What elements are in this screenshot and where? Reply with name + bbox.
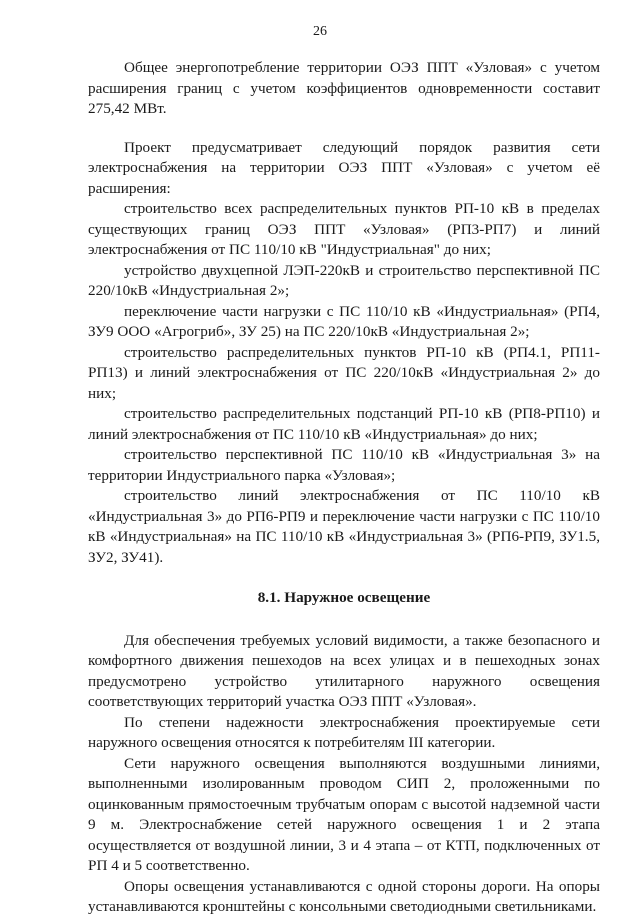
list-item: строительство перспективной ПС 110/10 кВ «Индустриальная 3» на территории Индустриального парка «Узловая»; xyxy=(88,446,600,484)
list-item: переключение части нагрузки с ПС 110/10 кВ «Индустриальная» (РП4, ЗУ9 ООО «Агрогриб», ЗУ 25) на ПС 220/10кВ «Индустриальная 2»; xyxy=(88,302,600,340)
list-item: устройство двухцепной ЛЭП-220кВ и строительство перспективной ПС 220/10кВ «Индустриальная 2»; xyxy=(88,261,600,299)
list-item: строительство распределительных пунктов РП-10 кВ (РП4.1, РП11-РП13) и линий электроснабжения от ПС 220/10кВ «Индустриальная 2» до них; xyxy=(88,343,600,402)
paragraph-energy-consumption: Общее энергопотребление территории ОЭЗ ППТ «Узловая» с учетом расширения границ с учетом коэффициентов одновременности составит 275,42 МВт. xyxy=(88,59,600,117)
paragraph-development-order: Проект предусматривает следующий порядок развития сети электроснабжения на территории ОЭЗ ППТ «Узловая» с учетом её расширения: xyxy=(88,138,600,197)
paragraph-visibility: Для обеспечения требуемых условий видимости, а также безопасного и комфортного движения пешеходов на всех улицах и в пешеходных зонах предусмотрено устройство утилитарного наружного освещения соответствующих территорий участка ОЭЗ ППТ «Узловая». xyxy=(88,631,600,710)
paragraph-reliability: По степени надежности электроснабжения проектируемые сети наружного освещения относятся к потребителям III категории. xyxy=(88,713,600,751)
development-steps-list xyxy=(88,199,600,568)
paragraph-gap xyxy=(88,120,600,138)
paragraph-poles: Опоры освещения устанавливаются с одной стороны дороги. На опоры устанавливаются кронштейны с консольными светодиодными светильниками. xyxy=(88,877,600,915)
section-heading: 8.1. Наружное освещение xyxy=(257,589,431,606)
list-item: строительство линий электроснабжения от ПС 110/10 кВ «Индустриальная 3» до РП6-РП9 и переключение части нагрузки с ПС 110/10 кВ «Индустриальная» на ПС 110/10 кВ «Индустриальная 3» (РП6-РП9, ЗУ1.5, ЗУ2, ЗУ41). xyxy=(88,487,600,566)
list-item: строительство всех распределительных пунктов РП-10 кВ в пределах существующих границ ОЭЗ ППТ «Узловая» (РП3-РП7) и линий электроснабжения от ПС 110/10 кВ "Индустриальная" до них; xyxy=(88,200,600,258)
paragraph-networks: Сети наружного освещения выполняются воздушными линиями, выполненными изолированным проводом СИП 2, проложенными по оцинкованным прямостоечным трубчатым опорам с высотой надземной части 9 м. Электроснабжение сетей наружного освещения 1 и 2 этапа осуществляется от воздушной линии, 3 и 4 этапа – от КТП, подключенных от РП 4 и 5 соответственно. xyxy=(88,754,600,874)
page-number: 26 xyxy=(313,24,327,39)
document-body xyxy=(88,58,600,918)
list-item: строительство распределительных подстанций РП-10 кВ (РП8-РП10) и линий электроснабжения от ПС 110/10 кВ «Индустриальная» до них; xyxy=(88,405,600,443)
